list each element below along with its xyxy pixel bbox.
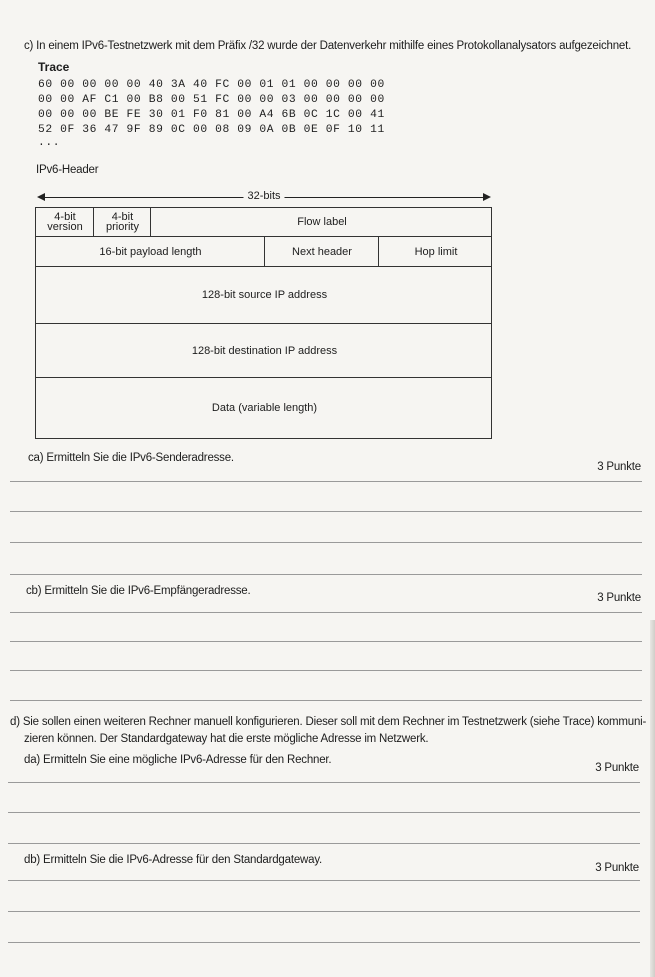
points-cb: 3 Punkte xyxy=(597,592,641,604)
answer-line[interactable] xyxy=(10,511,642,512)
question-cb: cb) Ermitteln Sie die IPv6-Empfängeradresse. xyxy=(26,585,251,597)
next-header-field: Next header xyxy=(292,245,352,258)
payload-length-field: 16-bit payload length xyxy=(99,245,202,258)
answer-line[interactable] xyxy=(10,641,642,642)
width-arrow xyxy=(38,191,490,203)
answer-line[interactable] xyxy=(8,782,640,783)
arrow-right-icon xyxy=(483,193,491,201)
answer-line[interactable] xyxy=(8,911,640,912)
width-label: 32-bits xyxy=(243,190,284,202)
version-field: 4-bit version xyxy=(47,211,83,233)
trace-line: 00 00 AF C1 00 B8 00 51 FC 00 00 03 00 00 00 00 xyxy=(38,94,385,106)
task-d-intro-line1: d) Sie sollen einen weiteren Rechner manuell konfigurieren. Dieser soll mit dem Rechner im Testnetzwerk (siehe Trace) kommuni- xyxy=(10,716,647,728)
ipv6-header-diagram xyxy=(35,207,492,439)
answer-line[interactable] xyxy=(8,812,640,813)
points-ca: 3 Punkte xyxy=(597,461,641,473)
answer-line[interactable] xyxy=(10,612,642,613)
answer-line[interactable] xyxy=(10,574,642,575)
answer-line[interactable] xyxy=(10,670,642,671)
trace-line: 52 0F 36 47 9F 89 0C 00 08 09 0A 0B 0E 0F 10 11 xyxy=(38,124,385,136)
page-edge-shadow xyxy=(650,620,655,977)
answer-line[interactable] xyxy=(10,481,642,482)
question-da: da) Ermitteln Sie eine mögliche IPv6-Adresse für den Rechner. xyxy=(24,754,332,766)
trace-title: Trace xyxy=(38,60,70,74)
header-title: IPv6-Header xyxy=(36,164,99,176)
points-db: 3 Punkte xyxy=(595,862,639,874)
points-da: 3 Punkte xyxy=(595,762,639,774)
task-d-intro-line2: zieren können. Der Standardgateway hat die erste mögliche Adresse im Netzwerk. xyxy=(24,733,429,745)
trace-line: 60 00 00 00 00 40 3A 40 FC 00 01 01 00 00 00 00 xyxy=(38,79,385,91)
task-c-intro: c) In einem IPv6-Testnetzwerk mit dem Präfix /32 wurde der Datenverkehr mithilfe eines Protokollanalysators aufgezeichnet. xyxy=(24,40,632,52)
priority-field: 4-bit priority xyxy=(105,211,139,233)
question-ca: ca) Ermitteln Sie die IPv6-Senderadresse. xyxy=(28,452,234,464)
answer-line[interactable] xyxy=(10,542,642,543)
data-field: Data (variable length) xyxy=(211,402,318,414)
source-address-field: 128-bit source IP address xyxy=(201,289,328,301)
answer-line[interactable] xyxy=(8,843,640,844)
answer-line[interactable] xyxy=(8,880,640,881)
trace-ellipsis: ... xyxy=(38,137,61,149)
flow-label-field: Flow label xyxy=(297,216,347,228)
trace-line: 00 00 00 BE FE 30 01 F0 81 00 A4 6B 0C 1C 00 41 xyxy=(38,109,385,121)
answer-line[interactable] xyxy=(10,700,642,701)
destination-address-field: 128-bit destination IP address xyxy=(191,344,338,357)
question-db: db) Ermitteln Sie die IPv6-Adresse für den Standardgateway. xyxy=(24,854,323,866)
answer-line[interactable] xyxy=(8,942,640,943)
hop-limit-field: Hop limit xyxy=(414,245,458,258)
